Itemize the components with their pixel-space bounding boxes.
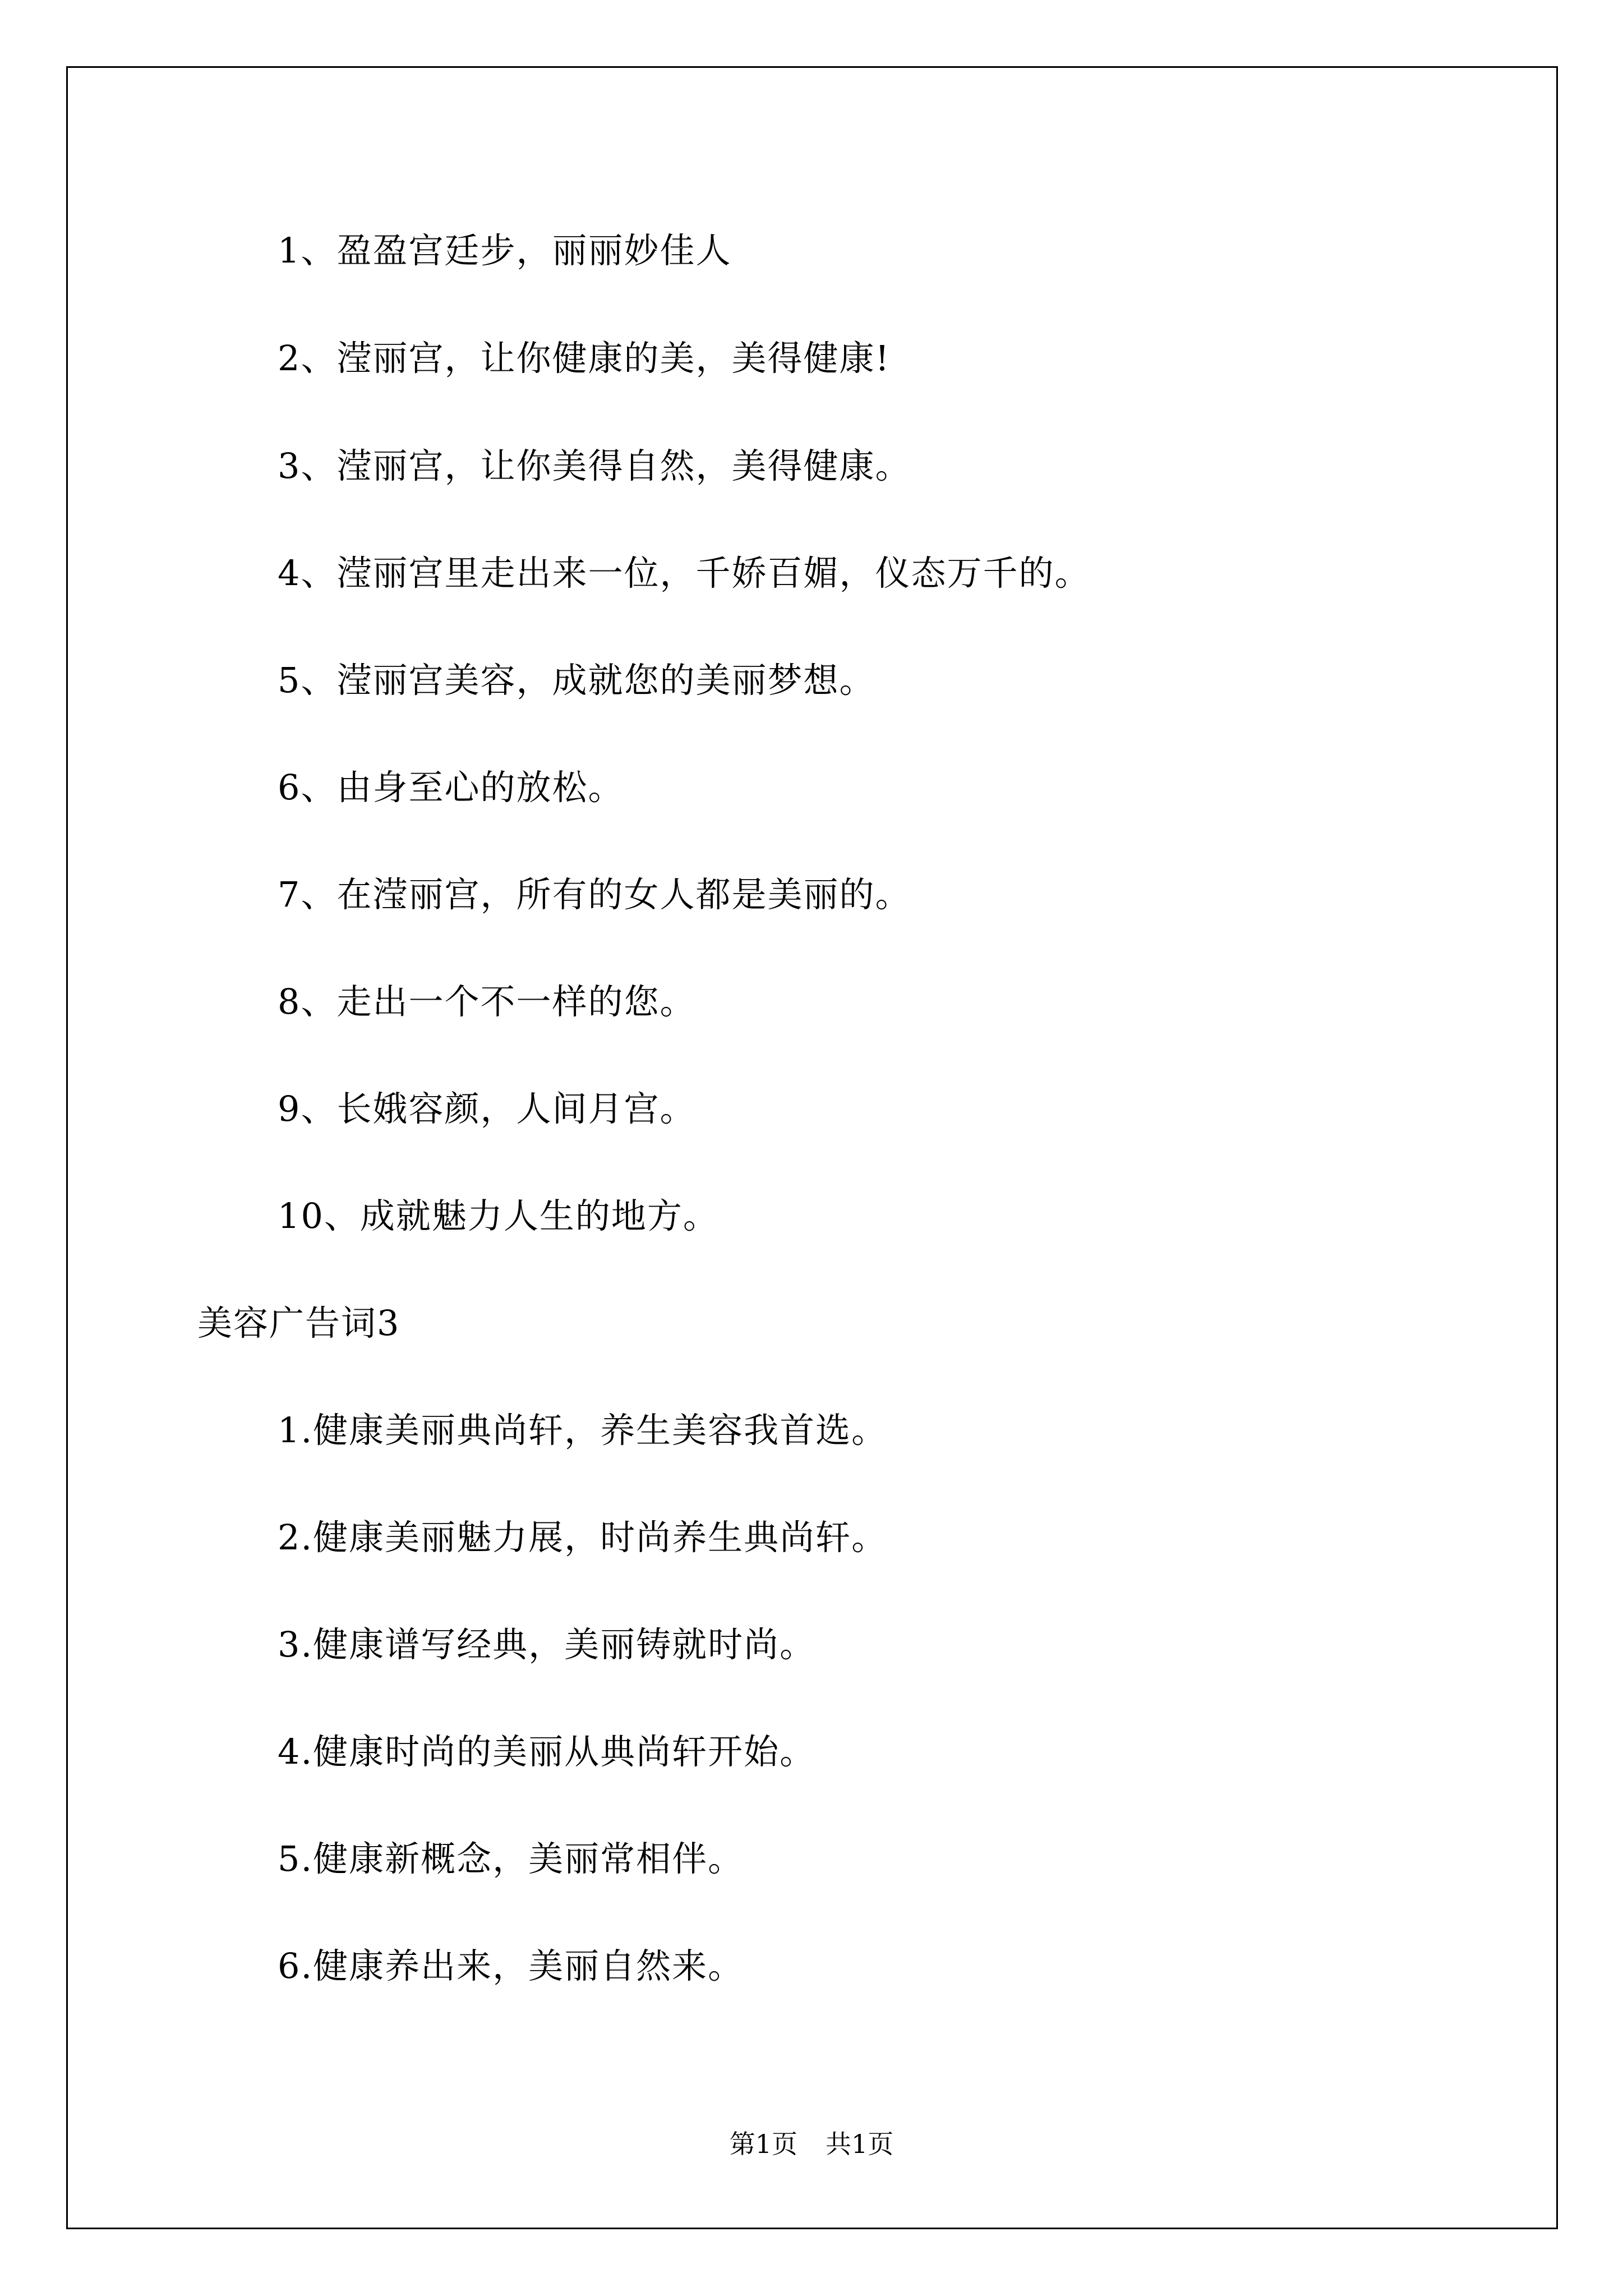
list-item: 4、滢丽宫里走出来一位，千娇百媚，仪态万千的。 — [278, 553, 1091, 593]
page-footer — [0, 2127, 1623, 2161]
section-heading: 美容广告词3 — [197, 1303, 400, 1343]
list-item: 5、滢丽宫美容，成就您的美丽梦想。 — [278, 660, 875, 701]
list-item: 2、滢丽宫，让你健康的美，美得健康! — [278, 338, 891, 379]
list-item: 9、长娥容颜，人间月宫。 — [278, 1088, 696, 1129]
list-item: 4.健康时尚的美丽从典尚轩开始。 — [278, 1731, 816, 1772]
list-item: 3、滢丽宫，让你美得自然，美得健康。 — [278, 445, 911, 486]
list-item: 3.健康谱写经典，美丽铸就时尚。 — [278, 1624, 816, 1665]
list-item: 1.健康美丽典尚轩，养生美容我首选。 — [278, 1410, 888, 1451]
page-number-current: 第1页 — [729, 2129, 797, 2159]
list-item: 10、成就魅力人生的地方。 — [278, 1195, 719, 1236]
page-frame — [66, 66, 1558, 2229]
list-item: 2.健康美丽魅力展，时尚养生典尚轩。 — [278, 1517, 888, 1558]
page-number-total: 共1页 — [826, 2129, 894, 2159]
list-item: 8、走出一个不一样的您。 — [278, 981, 696, 1022]
list-item: 5.健康新概念，美丽常相伴。 — [278, 1838, 744, 1879]
list-item: 1、盈盈宫廷步，丽丽妙佳人 — [278, 230, 732, 271]
list-item: 6.健康养出来，美丽自然来。 — [278, 1945, 744, 1986]
list-item: 7、在滢丽宫，所有的女人都是美丽的。 — [278, 874, 911, 915]
list-item: 6、由身至心的放松。 — [278, 767, 624, 808]
